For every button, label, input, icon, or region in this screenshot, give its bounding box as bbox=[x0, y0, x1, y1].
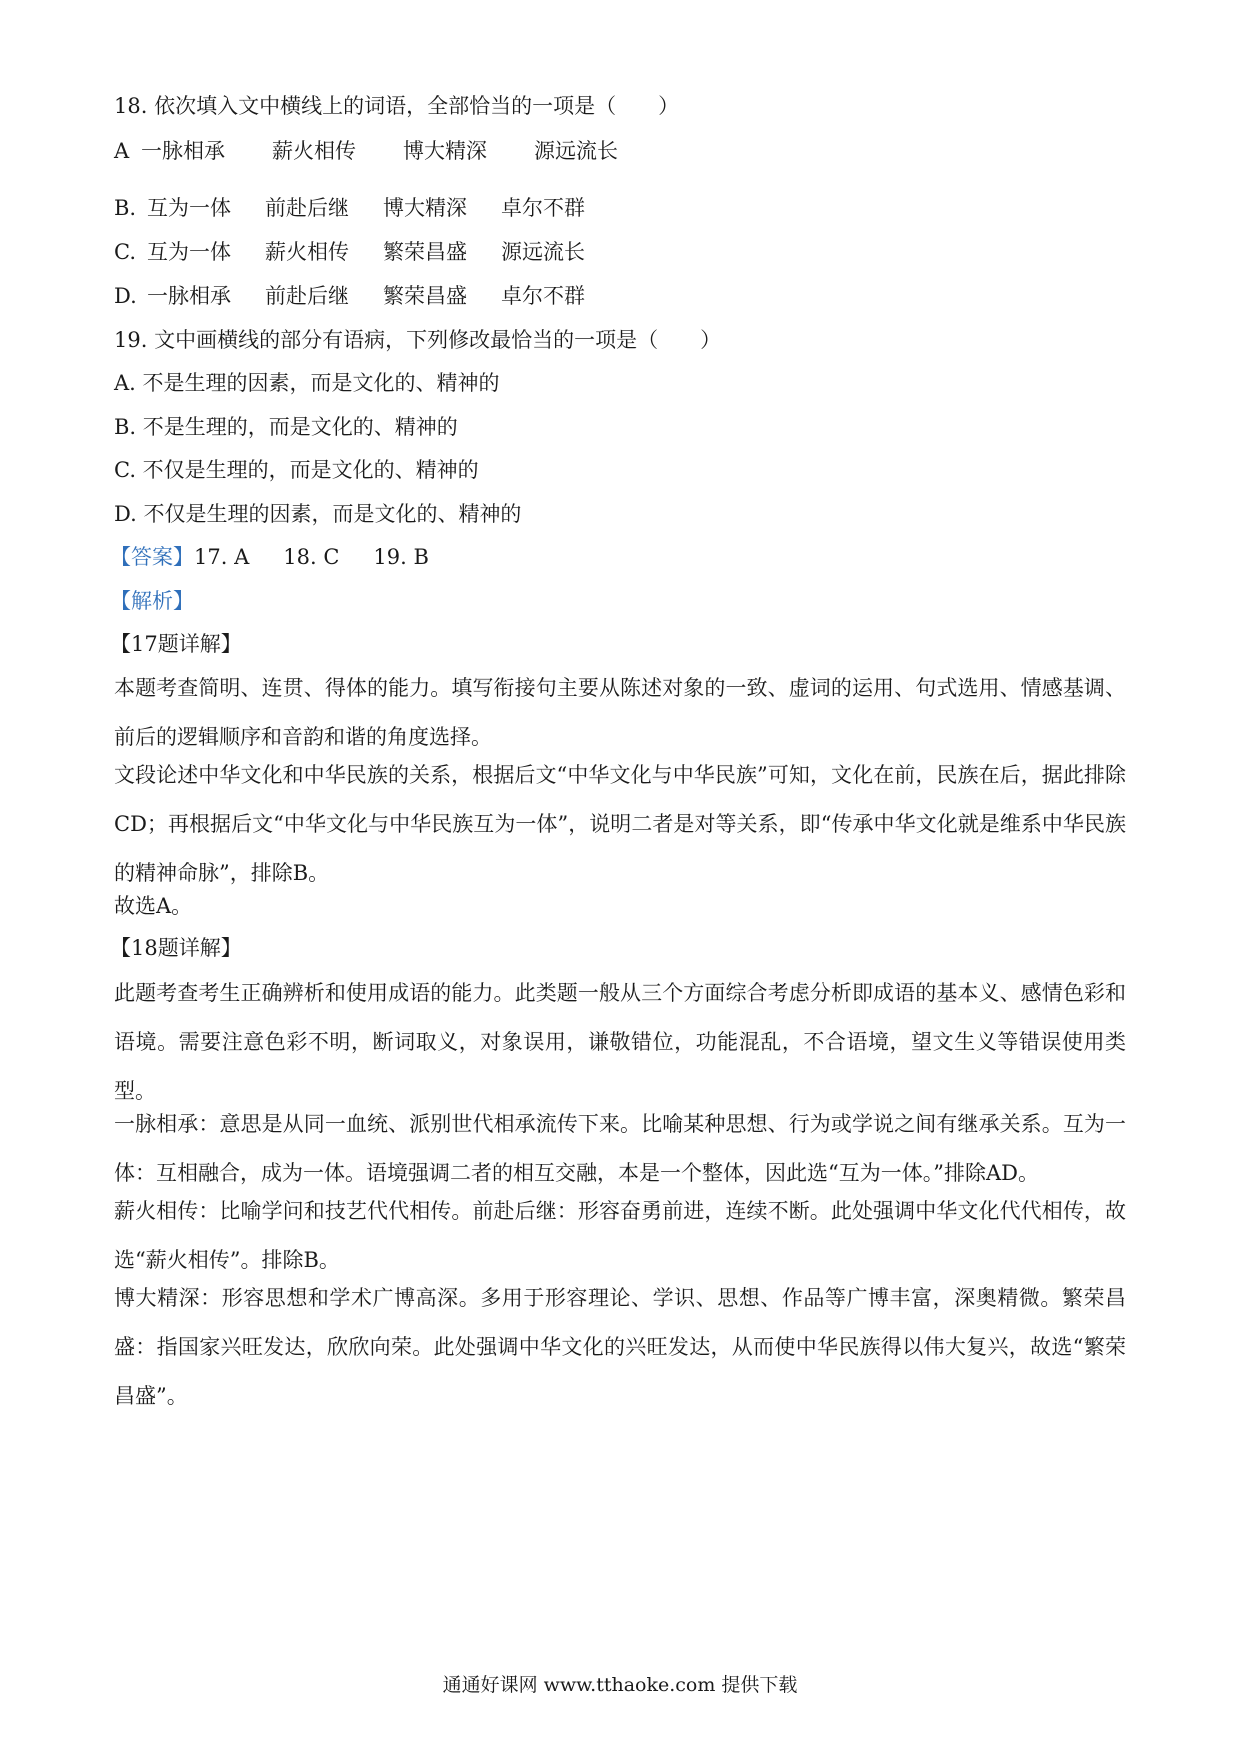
answer-item: 18. C bbox=[283, 545, 340, 569]
q19-option-d: D. 不仅是生理的因素，而是文化的、精神的 bbox=[114, 502, 522, 526]
q19-option-b: B. 不是生理的，而是文化的、精神的 bbox=[114, 415, 458, 439]
q18-stem: 18. 依次填入文中横线上的词语，全部恰当的一项是（ ） bbox=[114, 94, 680, 118]
d18-paragraph-2: 一脉相承：意思是从同一血统、派别世代相承流传下来。比喻某种思想、行为或学说之间有继承关系。互为一体：互相融合，成为一体。语境强调二者的相互交融，本是一个整体，因此选“互为一体。”排除AD。 bbox=[114, 1112, 1126, 1185]
d18-paragraph-3: 薪火相传：比喻学问和技艺代代相传。前赴后继：形容奋勇前进，连续不断。此处强调中华文化代代相传，故选“薪火相传”。排除B。 bbox=[114, 1199, 1126, 1272]
q19-stem: 19. 文中画横线的部分有语病，下列修改最恰当的一项是（ ） bbox=[114, 328, 722, 352]
q19-option-a: A. 不是生理的因素，而是文化的、精神的 bbox=[114, 371, 500, 395]
option-word: 源远流长 bbox=[501, 240, 585, 264]
q18-option-d bbox=[114, 286, 619, 307]
option-word: 互为一体 bbox=[147, 240, 231, 264]
analysis-label: 【解析】 bbox=[110, 589, 194, 613]
option-word: 博大精深 bbox=[383, 196, 467, 220]
option-word: 薪火相传 bbox=[272, 139, 356, 163]
option-letter: D. bbox=[114, 284, 137, 308]
d18-paragraph-4: 博大精深：形容思想和学术广博高深。多用于形容理论、学识、思想、作品等广博丰富，深奥精微。繁荣昌盛：指国家兴旺发达，欣欣向荣。此处强调中华文化的兴旺发达，从而使中华民族得以伟大复兴，故选“繁荣昌盛”。 bbox=[114, 1286, 1126, 1408]
option-word: 卓尔不群 bbox=[501, 284, 585, 308]
option-letter: B. bbox=[114, 196, 137, 220]
q18-option-a bbox=[114, 141, 665, 162]
q18-option-b bbox=[114, 198, 619, 219]
d17-paragraph-3: 故选A。 bbox=[114, 894, 193, 918]
footer-text: 通通好课网 www.tthaoke.com 提供下载 bbox=[442, 1674, 798, 1696]
option-letter: C. bbox=[114, 240, 136, 264]
answer-label: 【答案】 bbox=[110, 545, 194, 569]
option-word: 前赴后继 bbox=[265, 284, 349, 308]
answer-item: 17. A bbox=[194, 545, 250, 569]
option-word: 前赴后继 bbox=[265, 196, 349, 220]
answer-item: 19. B bbox=[373, 545, 429, 569]
answer-line bbox=[110, 547, 429, 568]
d17-paragraph-2: 文段论述中华文化和中华民族的关系，根据后文“中华文化与中华民族”可知，文化在前，民族在后，据此排除CD；再根据后文“中华文化与中华民族互为一体”，说明二者是对等关系，即“传承中华文化就是维系中华民族的精神命脉”，排除B。 bbox=[114, 763, 1126, 885]
option-word: 繁荣昌盛 bbox=[383, 284, 467, 308]
option-word: 一脉相承 bbox=[147, 284, 231, 308]
option-word: 互为一体 bbox=[147, 196, 231, 220]
option-word: 卓尔不群 bbox=[501, 196, 585, 220]
q19-option-c: C. 不仅是生理的，而是文化的、精神的 bbox=[114, 458, 479, 482]
d18-paragraph-1: 此题考查考生正确辨析和使用成语的能力。此类题一般从三个方面综合考虑分析即成语的基本义、感情色彩和语境。需要注意色彩不明，断词取义，对象误用，谦敬错位，功能混乱，不合语境，望文生义等错误使用类型。 bbox=[114, 981, 1126, 1103]
option-word: 源远流长 bbox=[534, 139, 618, 163]
option-word: 薪火相传 bbox=[265, 240, 349, 264]
d17-heading: 【17题详解】 bbox=[110, 632, 242, 656]
q18-option-c bbox=[114, 242, 619, 263]
option-word: 博大精深 bbox=[403, 139, 487, 163]
d17-paragraph-1: 本题考查简明、连贯、得体的能力。填写衔接句主要从陈述对象的一致、虚词的运用、句式选用、情感基调、前后的逻辑顺序和音韵和谐的角度选择。 bbox=[114, 676, 1126, 749]
option-word: 一脉相承 bbox=[141, 139, 225, 163]
option-word: 繁荣昌盛 bbox=[383, 240, 467, 264]
option-letter: A bbox=[114, 139, 130, 163]
d18-heading: 【18题详解】 bbox=[110, 936, 242, 960]
